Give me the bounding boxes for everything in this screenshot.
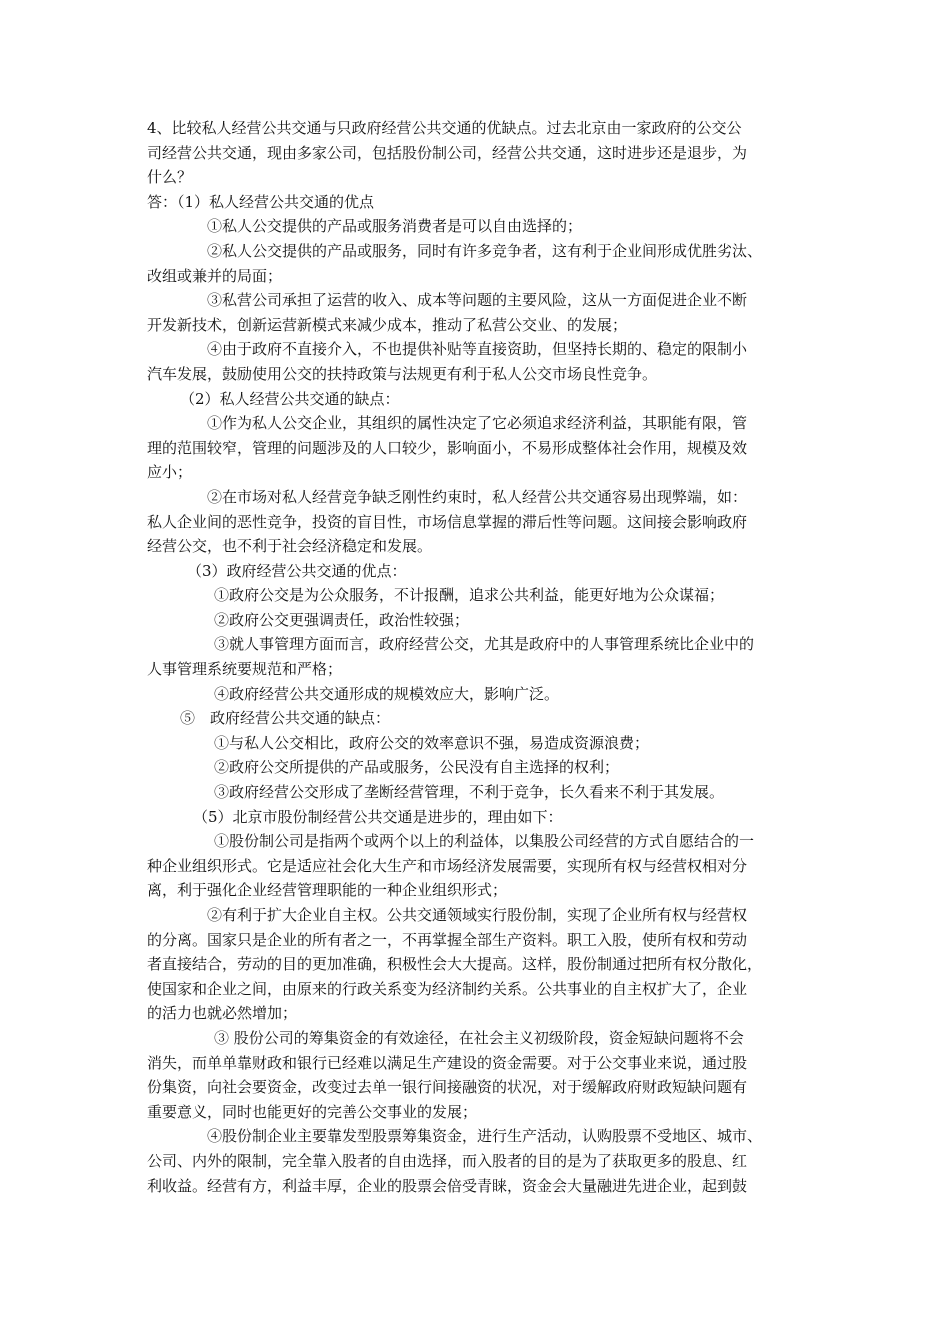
text-line: ①与私人公交相比，政府公交的效率意识不强，易造成资源浪费； (214, 733, 650, 752)
text-line: 开发新技术，创新运营新模式来减少成本，推动了私营公交业、的发展； (147, 315, 628, 334)
text-line: 者直接结合，劳动的目的更加准确，积极性会大大提高。这样，股份制通过把所有权分散化， (147, 955, 763, 974)
document-body (147, 116, 815, 1198)
section-heading: ⑤ 政府经营公共交通的缺点： (180, 709, 391, 728)
text-line: ④由于政府不直接介入，不也提供补贴等直接资助，但坚持长期的、稳定的限制小 (207, 340, 748, 359)
text-line: ②有利于扩大企业自主权。公共交通领域实行股份制，实现了企业所有权与经营权 (207, 906, 748, 924)
text-line: 利收益。经营有方，利益丰厚，企业的股票会倍受青睐，资金会大量融进先进企业，起到鼓 (147, 1176, 748, 1195)
text-line: ②在市场对私人经营竞争缺乏刚性约束时，私人经营公共交通容易出现弊端，如： (207, 487, 748, 506)
text-line: 理的范围较窄，管理的问题涉及的人口较少，影响面小，不易形成整体社会作用，规模及效 (147, 438, 748, 457)
text-line: 公司、内外的限制，完全靠入股者的自由选择，而入股者的目的是为了获取更多的股息、红 (147, 1151, 748, 1170)
text-line: ②政府公交更强调责任，政治性较强； (214, 610, 470, 629)
text-line: ①作为私人公交企业，其组织的属性决定了它必须追求经济利益，其职能有限，管 (207, 414, 748, 433)
text-line: ①私人公交提供的产品或服务消费者是可以自由选择的； (207, 217, 583, 236)
text-line: 经营公交，也不利于社会经济稳定和发展。 (147, 537, 433, 556)
section-heading: （5）北京市股份制经营公共交通是进步的，理由如下： (193, 807, 563, 826)
text-line: ④股份制企业主要靠发型股票筹集资金，进行生产活动，认购股票不受地区、城市、 (207, 1127, 763, 1146)
text-line: 重要意义，同时也能更好的完善公交事业的发展； (147, 1102, 478, 1121)
text-line: ①股份制公司是指两个或两个以上的利益体，以集股公司经营的方式自愿结合的一 (214, 832, 755, 851)
section-heading: （3）政府经营公共交通的优点： (187, 561, 407, 580)
text-line: ③政府经营公交形成了垄断经营管理，不利于竞争，长久看来不利于其发展。 (214, 783, 725, 802)
text-line: 人事管理系统要规范和严格； (147, 660, 343, 679)
answer-heading: 答：（1）私人经营公共交通的优点 (147, 192, 375, 211)
text-line: 的活力也就必然增加； (147, 1004, 298, 1023)
text-line: 种企业组织形式。它是适应社会化大生产和市场经济发展需要，实现所有权与经营权相对分 (147, 856, 748, 875)
text-line: ④政府经营公共交通形成的规模效应大，影响广泛。 (214, 684, 560, 703)
text-line: ③就人事管理方面而言，政府经营公交，尤其是政府中的人事管理系统比企业中的 (214, 635, 755, 654)
section-heading: （2）私人经营公共交通的缺点： (180, 389, 400, 408)
text-line: 消失，而单单靠财政和银行已经难以满足生产建设的资金需要。对于公交事业来说，通过股 (147, 1053, 748, 1072)
text-line: ③ 股份公司的筹集资金的有效途径，在社会主义初级阶段，资金短缺问题将不会 (214, 1028, 744, 1047)
text-line: 汽车发展，鼓励使用公交的扶持政策与法规更有利于私人公交市场良性竞争。 (147, 364, 658, 383)
text-line: 的分离。国家只是企业的所有者之一，不再掌握全部生产资料。职工入股，使所有权和劳动 (147, 930, 748, 949)
text-line: 使国家和企业之间，由原来的行政关系变为经济制约关系。公共事业的自主权扩大了，企业 (147, 979, 748, 998)
question-line: 4、比较私人经营公共交通与只政府经营公共交通的优缺点。过去北京由一家政府的公交公 (147, 119, 742, 137)
text-line: ②政府公交所提供的产品或服务，公民没有自主选择的权利； (214, 758, 620, 777)
question-line: 司经营公共交通，现由多家公司，包括股份制公司，经营公共交通，这时进步还是退步，为 (147, 143, 748, 162)
text-line: 离，利于强化企业经营管理职能的一种企业组织形式； (147, 881, 508, 900)
text-line: ②私人公交提供的产品或服务，同时有许多竞争者，这有利于企业间形成优胜劣汰、 (207, 241, 763, 260)
question-line: 什么？ (147, 168, 193, 187)
text-line: 私人企业间的恶性竞争，投资的盲目性，市场信息掌握的滞后性等问题。这间接会影响政府 (147, 512, 748, 531)
text-line: 应小； (147, 463, 193, 482)
text-line: ③私营公司承担了运营的收入、成本等问题的主要风险，这从一方面促进企业不断 (207, 291, 748, 310)
text-line: 改组或兼并的局面； (147, 266, 283, 285)
text-line: 份集资，向社会要资金，改变过去单一银行间接融资的状况，对于缓解政府财政短缺问题有 (147, 1078, 748, 1097)
text-line: ①政府公交是为公众服务，不计报酬，追求公共利益，能更好地为公众谋福； (214, 586, 725, 605)
